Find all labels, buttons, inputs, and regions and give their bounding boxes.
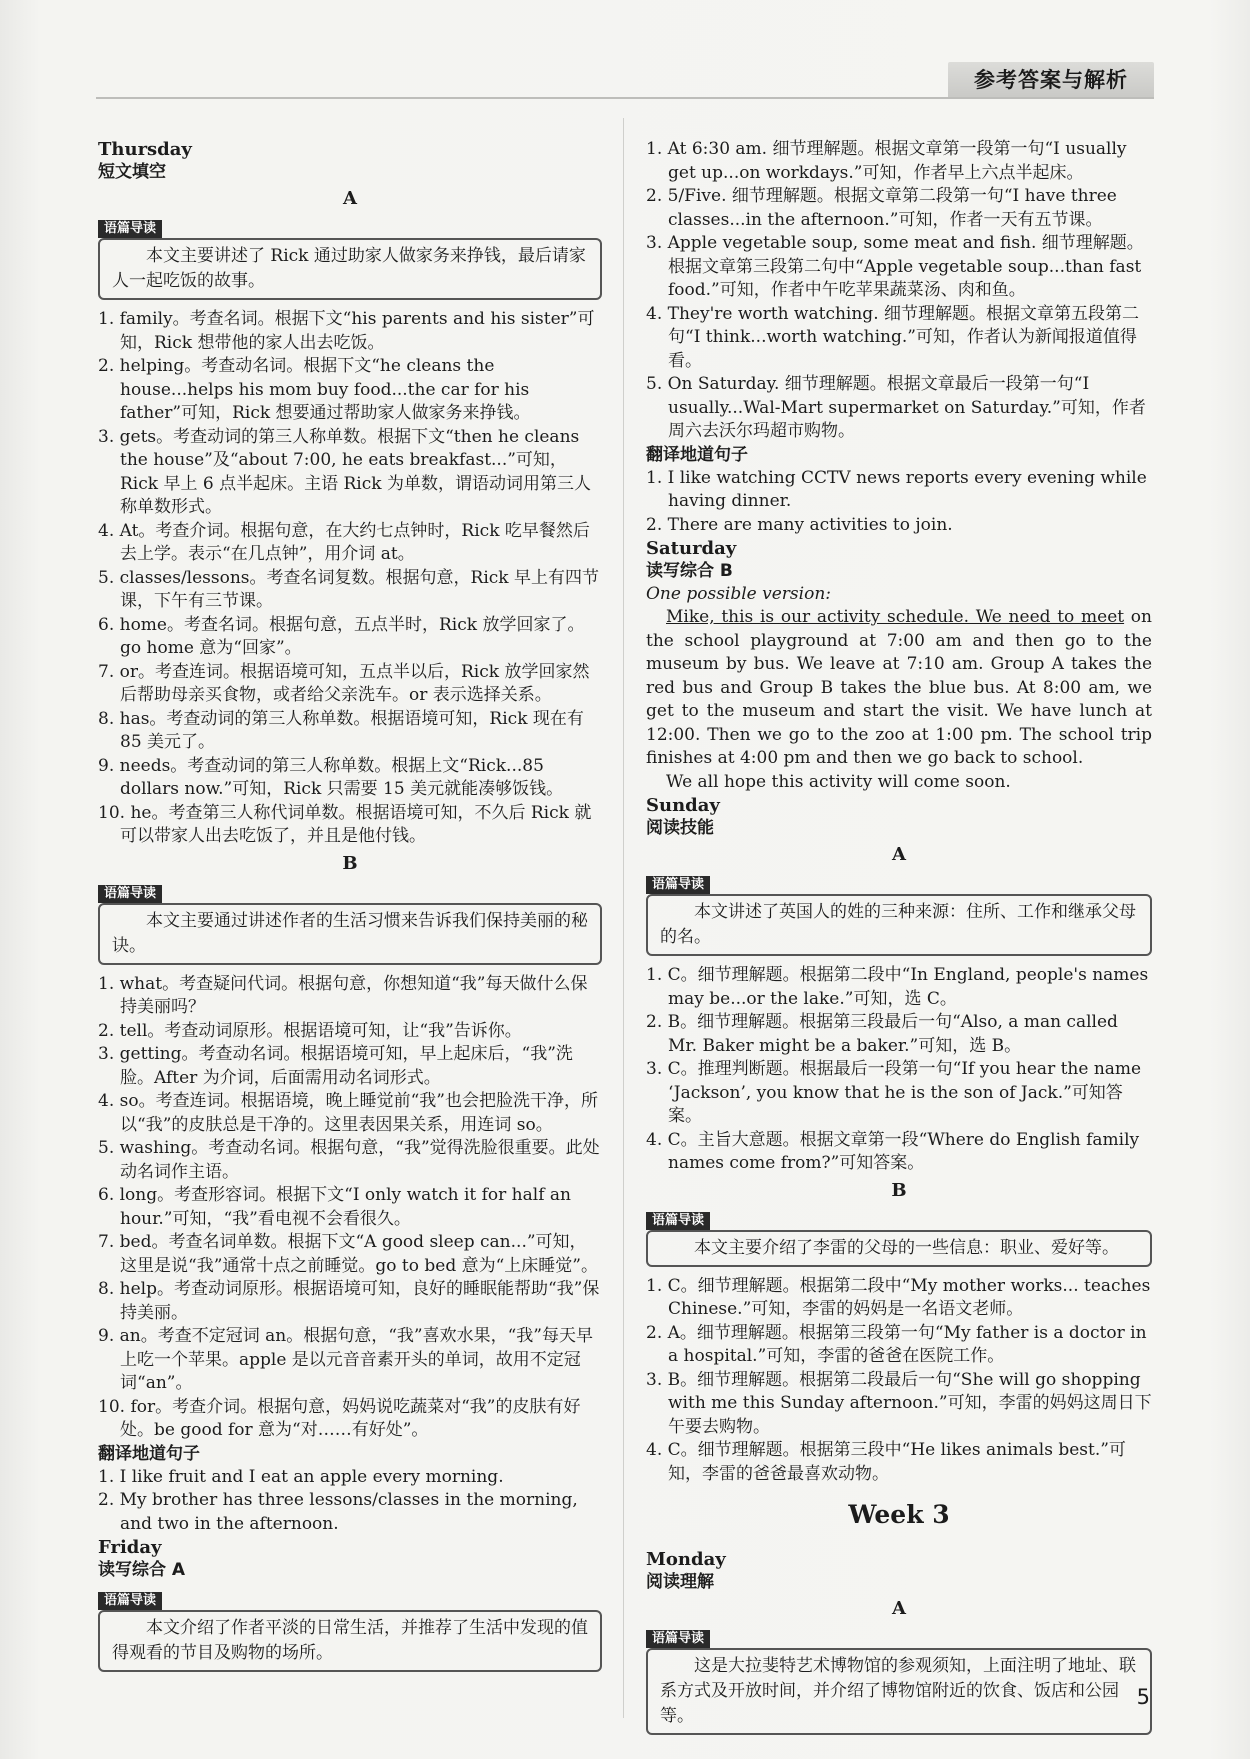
right-column	[646, 138, 1152, 1743]
guide-text: 本文主要讲述了 Rick 通过助家人做家务来挣钱，最后请家人一起吃饭的故事。	[98, 238, 602, 300]
guide-label: 语篇导读	[98, 220, 162, 238]
answer-item: 3. B。细节理解题。根据第二段最后一句“She will go shopping with me this Sunday afternoon.”可知，李雷的妈妈这周日下午要去购物。	[646, 1369, 1152, 1437]
essay-underlined-lead: Mike, this is our activity schedule. We need to meet	[666, 607, 1125, 627]
part-letter-a: A	[343, 188, 357, 209]
guide-text: 本文介绍了作者平淡的日常生活，并推荐了生活中发现的值得观看的节目及购物的场所。	[98, 1610, 602, 1672]
section-heading-cloze: 短文填空	[98, 162, 166, 182]
answer-list	[646, 1275, 1152, 1487]
answer-item: 1. what。考查疑问代词。根据句意，你想知道“我”每天做什么保持美丽吗？	[98, 973, 588, 1017]
section-heading-reading-writing-b: 读写综合 B	[646, 561, 733, 581]
answer-list	[646, 138, 1152, 444]
answer-item: 9. an。考查不定冠词 an。根据句意，“我”喜欢水果，“我”每天早上吃一个苹果。apple 是以元音音素开头的单词，故用不定冠词“an”。	[98, 1326, 593, 1393]
answer-item: 5. washing。考查动名词。根据句意，“我”觉得洗脸很重要。此处动名词作主语。	[98, 1138, 600, 1182]
section-heading-reading: 阅读理解	[646, 1572, 714, 1592]
column-divider	[623, 118, 624, 1718]
day-heading-sunday: Sunday	[646, 795, 720, 816]
answer-item: 3. gets。考查动词的第三人称单数。根据下文“then he cleans the house”及“about 7:00, he eats breakfast...”可知，Rick 早上 6 点半起床。主语 Rick 为单数，谓语动词用第三人称单数形式。	[98, 426, 591, 517]
part-letter-a: A	[892, 844, 906, 865]
day-heading-thursday: Thursday	[98, 139, 192, 160]
translation-item: 2. My brother has three lessons/classes in the morning, and two in the afternoon.	[98, 1490, 578, 1534]
essay-text: on the school playground at 7:00 am and then go to the museum by bus. We leave at 7:10 am. Group A takes the red bus and Group B takes the blue bus. At 8:00 am, we get to the museum and start the visit. We have lunch at 12:00. Then we go to the zoo at 1:00 pm. The school trip finishes at 4:00 pm and then we go back to school.	[646, 607, 1152, 768]
answer-list	[98, 973, 602, 1443]
answer-list	[98, 308, 602, 849]
guide-box	[98, 881, 602, 965]
answer-item: 4. so。考查连词。根据语境，晚上睡觉前“我”也会把脸洗干净，所以“我”的皮肤总是干净的。这里表因果关系，用连词 so。	[98, 1091, 598, 1135]
day-heading-monday: Monday	[646, 1549, 726, 1570]
answer-item: 3. getting。考查动名词。根据语境可知，早上起床后，“我”洗脸。After 为介词，后面需用动名词形式。	[98, 1044, 573, 1088]
guide-label: 语篇导读	[646, 1630, 710, 1648]
answer-list	[646, 964, 1152, 1176]
answer-item: 6. long。考查形容词。根据下文“I only watch it for half an hour.”可知，“我”看电视不会看很久。	[98, 1185, 571, 1229]
translation-item: 1. I like fruit and I eat an apple every morning.	[98, 1466, 504, 1487]
translation-item: 2. There are many activities to join.	[646, 514, 953, 535]
section-heading-reading-writing-a: 读写综合 A	[98, 1560, 186, 1580]
guide-text: 本文主要通过讲述作者的生活习惯来告诉我们保持美丽的秘诀。	[98, 903, 602, 965]
answer-item: 7. or。考查连词。根据语境可知，五点半以后，Rick 放学回家然后帮助母亲买食物，或者给父亲洗车。or 表示选择关系。	[98, 661, 590, 705]
answer-item: 4. They're worth watching. 细节理解题。根据文章第五段第二句“I think...worth watching.”可知，作者认为新闻报道值得看。	[646, 303, 1139, 371]
page-number: 5	[1136, 1685, 1150, 1709]
guide-box	[646, 872, 1152, 956]
day-heading-friday: Friday	[98, 1537, 162, 1558]
guide-box	[98, 1588, 602, 1672]
section-heading-translation: 翻译地道句子	[646, 444, 748, 465]
section-heading-translation: 翻译地道句子	[98, 1443, 200, 1464]
version-label: One possible version:	[646, 584, 831, 604]
answer-item: 4. C。主旨大意题。根据文章第一段“Where do English family names come from?”可知答案。	[646, 1129, 1140, 1173]
answer-item: 3. Apple vegetable soup, some meat and fish. 细节理解题。根据文章第三段第二句中“Apple vegetable soup...than fast food.”可知，作者中午吃苹果蔬菜汤、肉和鱼。	[646, 233, 1144, 300]
answer-item: 2. A。细节理解题。根据第三段第一句“My father is a doctor in a hospital.”可知，李雷的爸爸在医院工作。	[646, 1322, 1147, 1366]
answer-item: 2. 5/Five. 细节理解题。根据文章第二段第一句“I have three classes...in the afternoon.”可知，作者一天有五节课。	[646, 186, 1117, 230]
answer-item: 10. for。考查介词。根据句意，妈妈说吃蔬菜对“我”的皮肤有好处。be good for 意为“对……有好处”。	[98, 1396, 581, 1440]
answer-item: 10. he。考查第三人称代词单数。根据语境可知，不久后 Rick 就可以带家人出去吃饭了，并且是他付钱。	[98, 802, 592, 846]
header-title: 参考答案与解析	[948, 62, 1154, 98]
part-letter-b: B	[342, 852, 358, 874]
answer-item: 1. At 6:30 am. 细节理解题。根据文章第一段第一句“I usually get up...on workdays.”可知，作者早上六点半起床。	[646, 139, 1127, 183]
essay-paragraph	[646, 606, 1152, 771]
left-column	[98, 138, 602, 1680]
answer-item: 6. home。考查名词。根据句意，五点半时，Rick 放学回家了。go home 意为“回家”。	[98, 614, 585, 658]
answer-item: 8. has。考查动词的第三人称单数。根据语境可知，Rick 现在有 85 美元了。	[98, 708, 584, 752]
guide-text: 这是大拉斐特艺术博物馆的参观须知，上面注明了地址、联系方式及开放时间，并介绍了博物馆附近的饮食、饭店和公园等。	[646, 1648, 1152, 1735]
day-heading-saturday: Saturday	[646, 538, 737, 559]
answer-item: 5. classes/lessons。考查名词复数。根据句意，Rick 早上有四节课，下午有三节课。	[98, 567, 599, 611]
part-letter-b: B	[891, 1179, 907, 1201]
guide-label: 语篇导读	[646, 876, 710, 894]
answer-item: 9. needs。考查动词的第三人称单数。根据上文“Rick...85 dollars now.”可知，Rick 只需要 15 美元就能凑够饭钱。	[98, 755, 564, 799]
part-letter-a: A	[892, 1598, 906, 1619]
guide-label: 语篇导读	[98, 1592, 162, 1610]
guide-box	[98, 216, 602, 300]
translation-item: 1. I like watching CCTV news reports every evening while having dinner.	[646, 467, 1147, 511]
guide-text: 本文讲述了英国人的姓的三种来源：住所、工作和继承父母的名。	[646, 894, 1152, 956]
answer-item: 7. bed。考查名词单数。根据下文“A good sleep can...”可知，这里是说“我”通常十点之前睡觉。go to bed 意为“上床睡觉”。	[98, 1232, 598, 1276]
essay-paragraph: We all hope this activity will come soon.	[666, 771, 1011, 792]
answer-item: 5. On Saturday. 细节理解题。根据文章最后一段第一句“I usually...Wal-Mart supermarket on Saturday.”可知，作者周六去沃尔玛超市购物。	[646, 374, 1146, 441]
guide-label: 语篇导读	[98, 885, 162, 903]
guide-box	[646, 1208, 1152, 1267]
answer-item: 1. family。考查名词。根据下文“his parents and his sister”可知，Rick 想带他的家人出去吃饭。	[98, 309, 595, 353]
answer-item: 2. B。细节理解题。根据第三段最后一句“Also, a man called Mr. Baker might be a baker.”可知，选 B。	[646, 1012, 1118, 1056]
answer-item: 8. help。考查动词原形。根据语境可知，良好的睡眠能帮助“我”保持美丽。	[98, 1279, 600, 1323]
guide-box	[646, 1626, 1152, 1735]
answer-item: 4. C。细节理解题。根据第三段中“He likes animals best.”可知，李雷的爸爸最喜欢动物。	[646, 1440, 1126, 1484]
answer-item: 2. tell。考查动词原形。根据语境可知，让“我”告诉你。	[98, 1020, 522, 1041]
answer-item: 4. At。考查介词。根据句意，在大约七点钟时，Rick 吃早餐然后去上学。表示“在几点钟”，用介词 at。	[98, 520, 590, 564]
answer-item: 2. helping。考查动名词。根据下文“he cleans the house...helps his mom buy food...the car for his father”可知，Rick 想要通过帮助家人做家务来挣钱。	[98, 356, 531, 423]
week-heading: Week 3	[848, 1500, 950, 1529]
answer-item: 1. C。细节理解题。根据第二段中“My mother works... teaches Chinese.”可知，李雷的妈妈是一名语文老师。	[646, 1275, 1151, 1319]
answer-item: 1. C。细节理解题。根据第二段中“In England, people's names may be...or the lake.”可知，选 C。	[646, 965, 1149, 1009]
guide-label: 语篇导读	[646, 1212, 710, 1230]
answer-item: 3. C。推理判断题。根据最后一段第一句“If you hear the name ‘Jackson’, you know that he is the son of Jack.”可知答案。	[646, 1059, 1142, 1126]
guide-text: 本文主要介绍了李雷的父母的一些信息：职业、爱好等。	[646, 1230, 1152, 1267]
header-rule	[96, 97, 1154, 99]
section-heading-reading-skills: 阅读技能	[646, 818, 714, 838]
